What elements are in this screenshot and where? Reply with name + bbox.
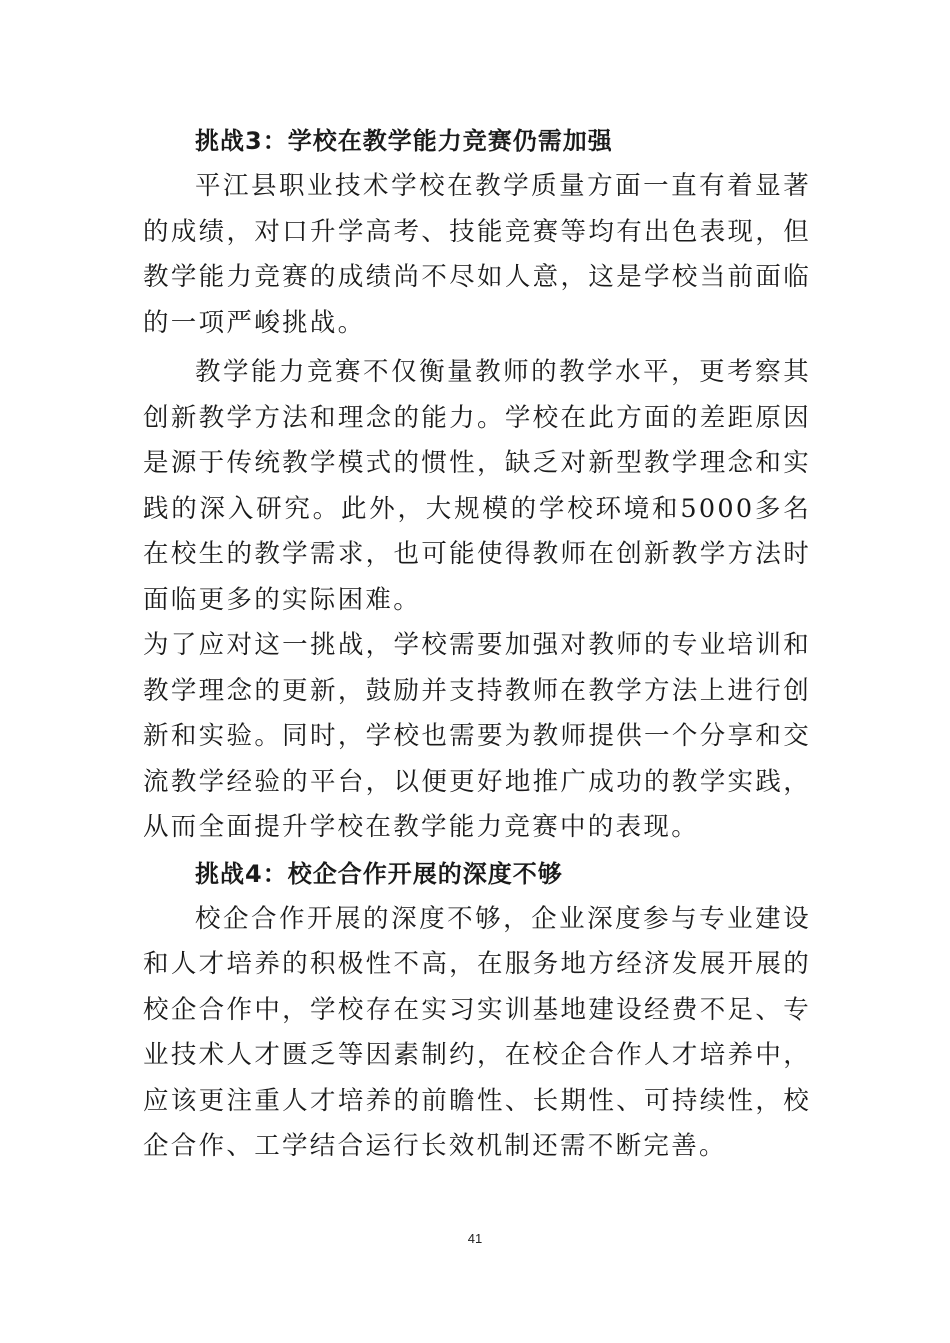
paragraph: 平江县职业技术学校在教学质量方面一直有着显著的成绩，对口升学高考、技能竞赛等均有出色表现，但教学能力竞赛的成绩尚不尽如人意，这是学校当前面临的一项严峻挑战。 — [143, 171, 811, 338]
section-heading-challenge-3: 挑战3：学校在教学能力竞赛仍需加强 — [195, 127, 613, 155]
section-heading-challenge-4: 挑战4：校企合作开展的深度不够 — [195, 859, 563, 888]
paragraph: 教学能力竞赛不仅衡量教师的教学水平，更考察其创新教学方法和理念的能力。学校在此方面的差距原因是源于传统教学模式的惯性，缺乏对新型教学理念和实践的深入研究。此外，大规模的学校环境和5000多名在校生的教学需求，也可能使得教师在创新教学方法时面临更多的实际困难。 — [143, 357, 811, 615]
paragraph: 校企合作开展的深度不够，企业深度参与专业建设和人才培养的积极性不高，在服务地方经济发展开展的校企合作中，学校存在实习实训基地建设经费不足、专业技术人才匮乏等因素制约，在校企合作人才培养中，应该更注重人才培养的前瞻性、长期性、可持续性，校企合作、工学结合运行长效机制还需不断完善。 — [143, 903, 811, 1161]
paragraph: 为了应对这一挑战，学校需要加强对教师的专业培训和教学理念的更新，鼓励并支持教师在教学方法上进行创新和实验。同时，学校也需要为教师提供一个分享和交流教学经验的平台，以便更好地推广成功的教学实践，从而全面提升学校在教学能力竞赛中的表现。 — [143, 630, 811, 842]
page-content — [143, 118, 811, 1170]
page-number: 41 — [467, 1231, 483, 1246]
